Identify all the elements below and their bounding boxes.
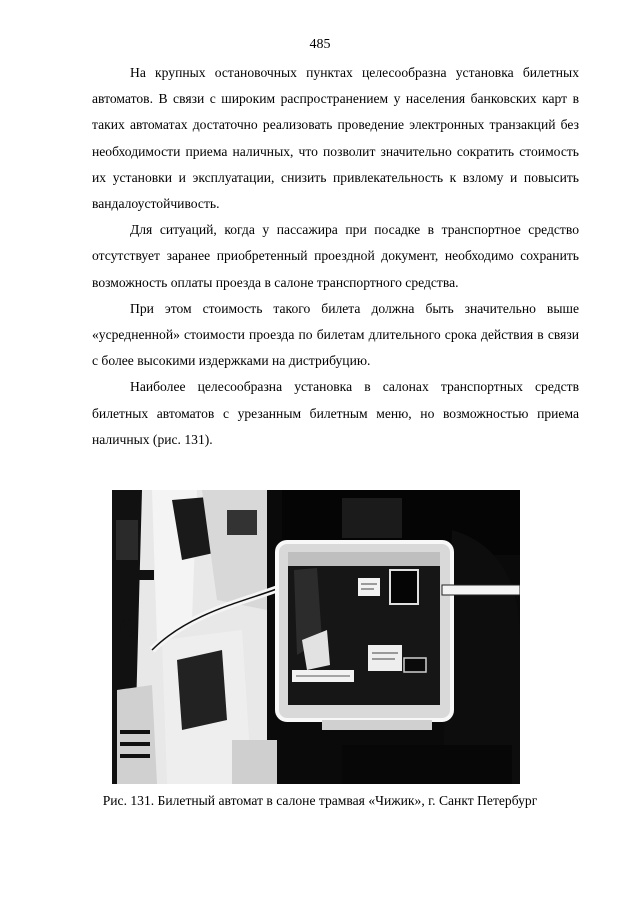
figure-photo [112,490,520,784]
page-number: 485 [309,37,331,52]
paragraph: Наиболее целесообразна установка в салонах транспортных средств билетных автоматов с урезанным билетным меню, но возможностью приема наличных (рис. 131). [92,379,579,447]
ticket-machine-photo [112,490,520,784]
paragraph: Для ситуаций, когда у пассажира при посадке в транспортное средство отсутствует заранее приобретенный проездной документ, необходимо сохранить возможность оплаты проезда в салоне транспортного средства. [92,222,579,290]
paragraph: При этом стоимость такого билета должна быть значительно выше «усредненной» стоимости проезда по билетам длительного срока действия в связи с более высокими издержками на дистрибуцию. [92,300,579,369]
text-body [92,60,579,453]
figure-caption: Рис. 131. Билетный автомат в салоне трамвая «Чижик», г. Санкт Петербург [102,793,538,808]
paragraph: На крупных остановочных пунктах целесообразна установка билетных автоматов. В связи с широким распространением у населения банковских карт в таких автоматах достаточно реализовать проведение электронных транзакций без необходимости приема наличных, что позволит значительно сократить стоимость их установки и эксплуатации, снизить привлекательность к взлому и повысить вандалоустойчивость. [92,65,579,212]
